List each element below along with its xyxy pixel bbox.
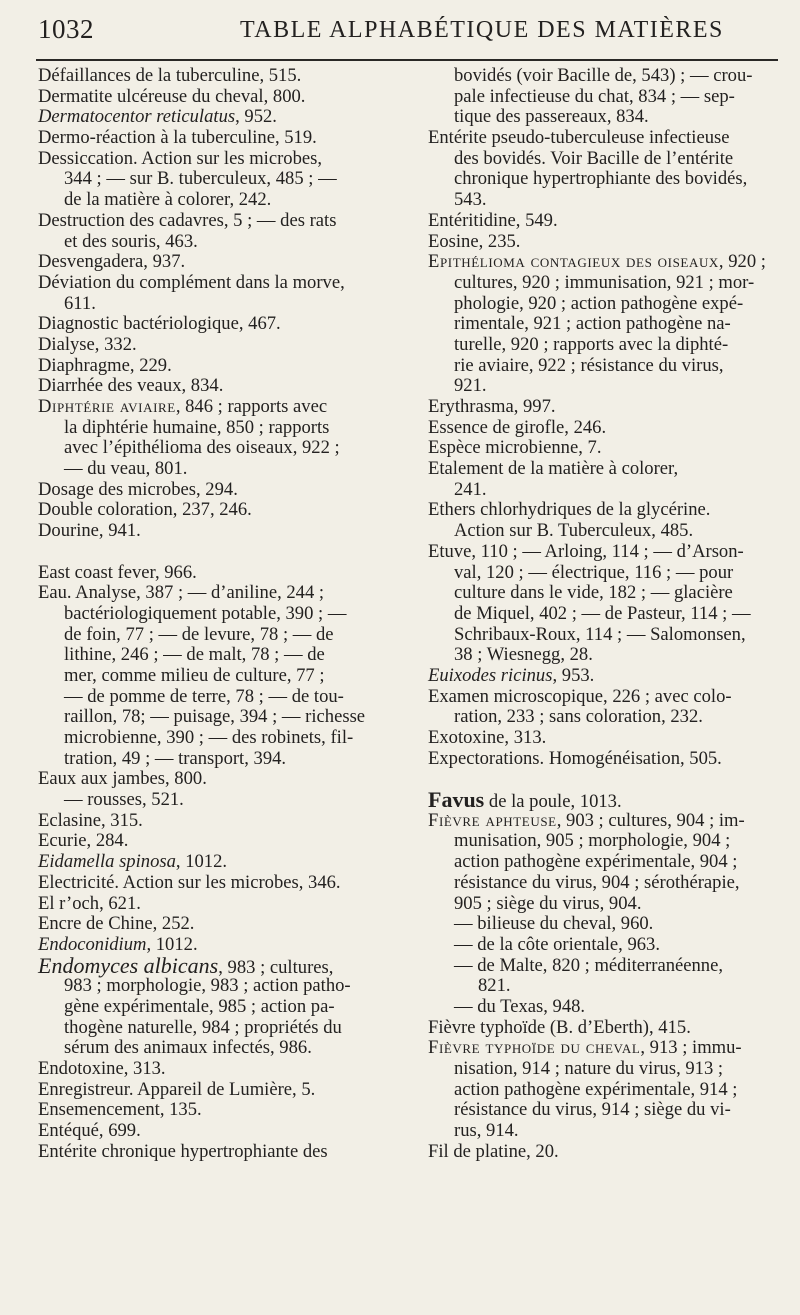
index-entry-line xyxy=(38,952,410,978)
index-entry-line: Electricité. Action sur les microbes, 346. xyxy=(38,871,341,893)
index-entry-line: rus, 914. xyxy=(454,1120,519,1142)
index-entry-line: microbienne, 390 ; — des robinets, fil- xyxy=(64,727,354,748)
entry-heading-text: Epithélioma contagieux des oiseaux xyxy=(428,251,719,273)
index-entry-line: — de pomme de terre, 78 ; — de tou- xyxy=(64,685,344,707)
index-entry-line: pale infectieuse du chat, 834 ; — sep- xyxy=(454,85,735,107)
index-entry-line: El r’och, 621. xyxy=(38,892,141,914)
index-entry-line: Examen microscopique, 226 ; avec colo- xyxy=(428,685,732,707)
index-entry-line: lithine, 246 ; — de malt, 78 ; — de xyxy=(64,644,325,666)
index-entry-line: — du veau, 801. xyxy=(64,458,188,480)
index-entry-line: Endotoxine, 313. xyxy=(38,1058,166,1079)
index-entry-line: munisation, 905 ; morphologie, 904 ; xyxy=(454,830,731,852)
entry-text: , 920 ; xyxy=(718,251,766,273)
index-entry-line: 241. xyxy=(454,478,487,500)
index-entry-line: des bovidés. Voir Bacille de l’entérite xyxy=(454,147,734,169)
index-entry-line: Entéqué, 699. xyxy=(38,1120,141,1142)
entry-text: , 1012. xyxy=(146,933,198,955)
index-entry-line: mer, comme milieu de culture, 77 ; xyxy=(64,664,325,686)
index-entry-line: raillon, 78; — puisage, 394 ; — richesse xyxy=(64,706,366,728)
index-entry-line: tration, 49 ; — transport, 394. xyxy=(64,747,287,769)
index-entry-line: action pathogène expérimentale, 904 ; xyxy=(454,851,738,873)
index-entry-line: rimentale, 921 ; action pathogène na- xyxy=(454,313,731,335)
entry-text: , 846 ; rapports avec xyxy=(175,396,328,417)
index-entry-line: — rousses, 521. xyxy=(64,789,184,811)
index-entry-line: sérum des animaux infectés, 986. xyxy=(64,1037,312,1059)
index-entry-line: bovidés (voir Bacille de, 543) ; — crou- xyxy=(454,65,753,86)
index-entry-line: Dessiccation. Action sur les microbes, xyxy=(38,147,323,169)
index-entry-line: Desvengadera, 937. xyxy=(38,251,186,273)
index-entry-line xyxy=(428,787,786,813)
index-entry-line: — du Texas, 948. xyxy=(454,995,586,1017)
index-entry-line: Dialyse, 332. xyxy=(38,333,137,355)
index-entry-line: culture dans le vide, 182 ; — glacière xyxy=(454,582,733,604)
index-entry-line: Diagnostic bactériologique, 467. xyxy=(38,313,281,335)
index-entry-line: et des souris, 463. xyxy=(64,230,198,252)
entry-text: , 953. xyxy=(552,664,595,686)
left-index-column xyxy=(38,66,410,1162)
index-entry-line: phologie, 920 ; action pathogène expé- xyxy=(454,292,744,314)
index-entry-line xyxy=(38,397,410,418)
index-entry-line: Entéritidine, 549. xyxy=(428,209,558,231)
index-entry-line: val, 120 ; — électrique, 116 ; — pour xyxy=(454,561,734,583)
index-entry-line: résistance du virus, 914 ; siège du vi- xyxy=(454,1099,731,1121)
entry-heading-text: Favus xyxy=(428,787,485,813)
entry-heading-text: Eidamella spinosa xyxy=(38,851,176,873)
index-entry-line: rie aviaire, 922 ; résistance du virus, xyxy=(454,354,724,376)
index-entry-line: — de Malte, 820 ; méditerranéenne, xyxy=(454,954,723,976)
index-entry-line: de Miquel, 402 ; — de Pasteur, 114 ; — xyxy=(454,602,751,624)
index-entry-line: 543. xyxy=(454,189,487,211)
index-entry-line xyxy=(428,811,786,832)
index-entry-line: Encre de Chine, 252. xyxy=(38,913,195,935)
index-entry-line xyxy=(38,107,410,128)
entry-text: , 983 ; cultures, xyxy=(218,956,334,978)
entry-text: , 1012. xyxy=(175,851,228,873)
index-entry-line: Destruction des cadavres, 5 ; — des rats xyxy=(38,209,337,231)
index-entry-line: Exotoxine, 313. xyxy=(428,727,547,748)
entry-heading-text: Endomyces albicans xyxy=(38,952,219,978)
section-gap xyxy=(38,542,410,563)
index-entry-line: Fil de platine, 20. xyxy=(428,1140,559,1162)
entry-text: , 952. xyxy=(235,106,277,128)
right-index-column xyxy=(428,66,786,1162)
entry-heading-text: Fièvre typhoïde du cheval xyxy=(428,1037,641,1059)
index-entry-line: thogène naturelle, 984 ; propriétés du xyxy=(64,1016,342,1038)
index-entry-line: Erythrasma, 997. xyxy=(428,396,556,417)
index-entry-line: tique des passereaux, 834. xyxy=(454,106,649,128)
entry-heading-text: Endoconidium xyxy=(38,933,147,955)
index-entry-line: — bilieuse du cheval, 960. xyxy=(454,913,654,935)
index-entry-line: 983 ; morphologie, 983 ; action patho- xyxy=(64,975,351,997)
entry-heading-text: Euixodes ricinus xyxy=(428,664,553,686)
running-title: TABLE ALPHABÉTIQUE DES MATIÈRES xyxy=(240,17,724,43)
index-entry-line: turelle, 920 ; rapports avec la diphté- xyxy=(454,333,729,355)
entry-text: , 903 ; cultures, 904 ; im- xyxy=(556,809,745,831)
index-entry-line: Ethers chlorhydriques de la glycérine. xyxy=(428,499,711,521)
index-entry-line: de foin, 77 ; — de levure, 78 ; — de xyxy=(64,623,334,645)
index-entry-line: Dourine, 941. xyxy=(38,520,141,542)
index-entry-line: 38 ; Wiesnegg, 28. xyxy=(454,644,593,666)
index-entry-line: Eosine, 235. xyxy=(428,230,521,252)
index-entry-line: Eclasine, 315. xyxy=(38,809,143,831)
index-entry-line: Etalement de la matière à colorer, xyxy=(428,458,679,480)
index-entry-line xyxy=(38,852,410,873)
index-entry-line: Eau. Analyse, 387 ; — d’aniline, 244 ; xyxy=(38,582,325,604)
index-entry-line: résistance du virus, 904 ; sérothérapie, xyxy=(454,871,740,893)
index-entry-line: Espèce microbienne, 7. xyxy=(428,437,602,459)
header-rule xyxy=(36,59,778,61)
entry-heading-text: Diphtérie aviaire xyxy=(38,396,176,417)
index-entry-line: Etuve, 110 ; — Arloing, 114 ; — d’Arson- xyxy=(428,540,744,562)
index-entry-line: Fièvre typhoïde (B. d’Eberth), 415. xyxy=(428,1016,691,1038)
index-entry-line: Double coloration, 237, 246. xyxy=(38,499,252,521)
index-entry-line: gène expérimentale, 985 ; action pa- xyxy=(64,995,335,1017)
index-entry-line: action pathogène expérimentale, 914 ; xyxy=(454,1078,738,1100)
index-entry-line: Entérite pseudo-tuberculeuse infectieuse xyxy=(428,127,730,149)
index-entry-line: Ecurie, 284. xyxy=(38,830,129,852)
index-entry-line xyxy=(428,1038,786,1059)
index-entry-line: Entérite chronique hypertrophiante des xyxy=(38,1140,328,1162)
index-entry-line: Action sur B. Tuberculeux, 485. xyxy=(454,520,694,542)
index-entry-line: Schribaux-Roux, 114 ; — Salomonsen, xyxy=(454,623,746,645)
index-entry-line: Eaux aux jambes, 800. xyxy=(38,768,207,790)
entry-text: , 913 ; immu- xyxy=(640,1037,742,1059)
index-entry-line: avec l’épithélioma des oiseaux, 922 ; xyxy=(64,437,340,459)
index-entry-line: Déviation du complément dans la morve, xyxy=(38,271,345,293)
index-entry-line: cultures, 920 ; immunisation, 921 ; mor- xyxy=(454,271,755,293)
index-entry-line: East coast fever, 966. xyxy=(38,561,197,583)
index-entry-line: nisation, 914 ; nature du virus, 913 ; xyxy=(454,1058,724,1079)
index-entry-line: Diaphragme, 229. xyxy=(38,354,172,376)
index-entry-line: 921. xyxy=(454,375,487,397)
index-entry-line: la diphtérie humaine, 850 ; rapports xyxy=(64,416,330,438)
index-entry-line xyxy=(428,252,786,273)
index-entry-line: Dosage des microbes, 294. xyxy=(38,478,238,500)
index-entry-line: 611. xyxy=(64,292,96,314)
entry-heading-text: Fièvre aphteuse xyxy=(428,809,557,831)
index-entry-line: ration, 233 ; sans coloration, 232. xyxy=(454,706,703,728)
index-entry-line: 821. xyxy=(478,975,511,997)
index-entry-line: Diarrhée des veaux, 834. xyxy=(38,375,224,397)
index-entry-line: bactériologiquement potable, 390 ; — xyxy=(64,602,347,624)
index-entry-line: 905 ; siège du virus, 904. xyxy=(454,892,642,914)
index-entry-line: Essence de girofle, 246. xyxy=(428,416,607,438)
index-entry-line xyxy=(428,666,786,687)
index-entry-line: Expectorations. Homogénéisation, 505. xyxy=(428,747,722,769)
index-entry-line: — de la côte orientale, 963. xyxy=(454,933,661,955)
entry-text: de la poule, 1013. xyxy=(484,791,622,813)
index-entry-line: chronique hypertrophiante des bovidés, xyxy=(454,168,748,190)
index-entry-line: Dermatite ulcéreuse du cheval, 800. xyxy=(38,85,306,107)
index-entry-line: Dermo-réaction à la tuberculine, 519. xyxy=(38,127,317,149)
page-number: 1032 xyxy=(38,14,94,44)
index-entry-line: Défaillances de la tuberculine, 515. xyxy=(38,65,302,86)
index-entry-line: de la matière à colorer, 242. xyxy=(64,189,272,211)
index-entry-line: 344 ; — sur B. tuberculeux, 485 ; — xyxy=(64,168,337,190)
index-entry-line: Enregistreur. Appareil de Lumière, 5. xyxy=(38,1078,316,1100)
index-entry-line: Ensemencement, 135. xyxy=(38,1099,202,1121)
entry-heading-text: Dermatocentor reticulatus xyxy=(38,106,236,128)
